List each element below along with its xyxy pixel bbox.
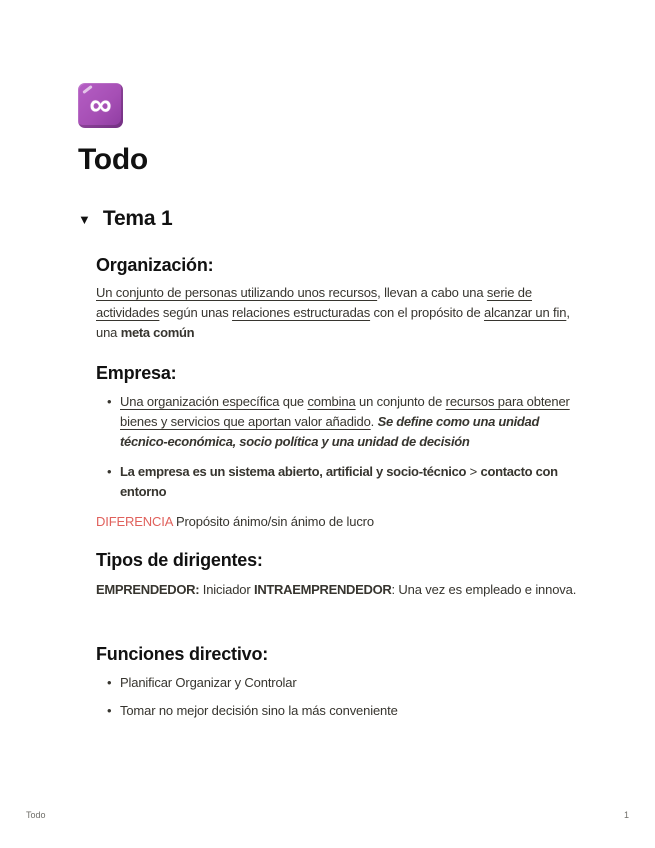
text-segment: : Una vez es empleado e innova.: [391, 581, 577, 597]
list-item: [96, 673, 578, 693]
text-segment: Tomar no mejor decisión sino la más conveniente: [120, 703, 398, 719]
text-segment: que: [279, 394, 308, 410]
text-segment: DIFERENCIA: [96, 514, 173, 530]
tema-1-content: [96, 255, 578, 721]
text-segment: serie de actividades: [96, 284, 532, 320]
text-segment: , una: [96, 304, 570, 340]
text-segment: con el propósito de: [370, 304, 485, 320]
text-segment: , llevan a cabo una: [377, 284, 487, 300]
page-title: Todo: [78, 143, 148, 176]
text-segment: meta común: [120, 324, 195, 340]
tipos-paragraph: [96, 580, 578, 600]
text-segment: Una organización específica: [120, 394, 280, 410]
text-segment: combina: [307, 394, 356, 410]
text-segment: Se define como una unidad técnico-económica, socio política y una unidad de decisión: [120, 414, 540, 450]
toggle-heading-tema-1: [78, 207, 578, 231]
text-segment: un conjunto de: [355, 394, 446, 410]
infinity-icon: [78, 83, 123, 128]
text-segment: Planificar Organizar y Controlar: [120, 675, 297, 691]
text-segment: contacto con entorno: [120, 464, 558, 500]
text-segment: relaciones estructuradas: [232, 304, 371, 320]
section-heading-organizacion: Organización:: [96, 255, 214, 275]
footer-page-number: 1: [623, 810, 629, 820]
section-heading-funciones-directivo: Funciones directivo:: [96, 643, 269, 664]
text-segment: EMPRENDEDOR:: [96, 581, 200, 597]
section-heading-empresa: Empresa:: [96, 362, 177, 383]
organizacion-paragraph: [96, 283, 578, 343]
text-segment: Propósito ánimo/sin ánimo de lucro: [172, 514, 374, 530]
footer-doc-title: Todo: [26, 810, 46, 820]
section-heading-tipos-de-dirigentes: Tipos de dirigentes:: [96, 550, 263, 571]
page-footer: [0, 810, 655, 820]
text-segment: >: [466, 464, 481, 480]
funciones-bullet-list: [96, 673, 578, 721]
list-item: [96, 392, 578, 452]
diferencia-note: [96, 512, 578, 532]
empresa-bullet-list: [96, 392, 578, 502]
text-segment: INTRAEMPRENDEDOR: [254, 581, 392, 597]
text-segment: alcanzar un fin: [484, 304, 567, 320]
text-segment: recursos para obtener bienes y servicios que aportan valor añadido: [120, 394, 570, 430]
infinity-glyph: ∞: [89, 86, 112, 122]
text-segment: La empresa es un sistema abierto, artificial y socio-técnico: [120, 464, 467, 480]
text-segment: Iniciador: [199, 581, 255, 597]
text-segment: Un conjunto de personas utilizando unos recursos: [96, 284, 378, 300]
list-item: [96, 462, 578, 502]
toggle-triangle-icon: ▼: [78, 211, 91, 227]
text-segment: según unas: [159, 304, 233, 320]
list-item: [96, 701, 578, 721]
tema-1-heading: Tema 1: [102, 207, 173, 230]
text-segment: .: [370, 414, 378, 430]
